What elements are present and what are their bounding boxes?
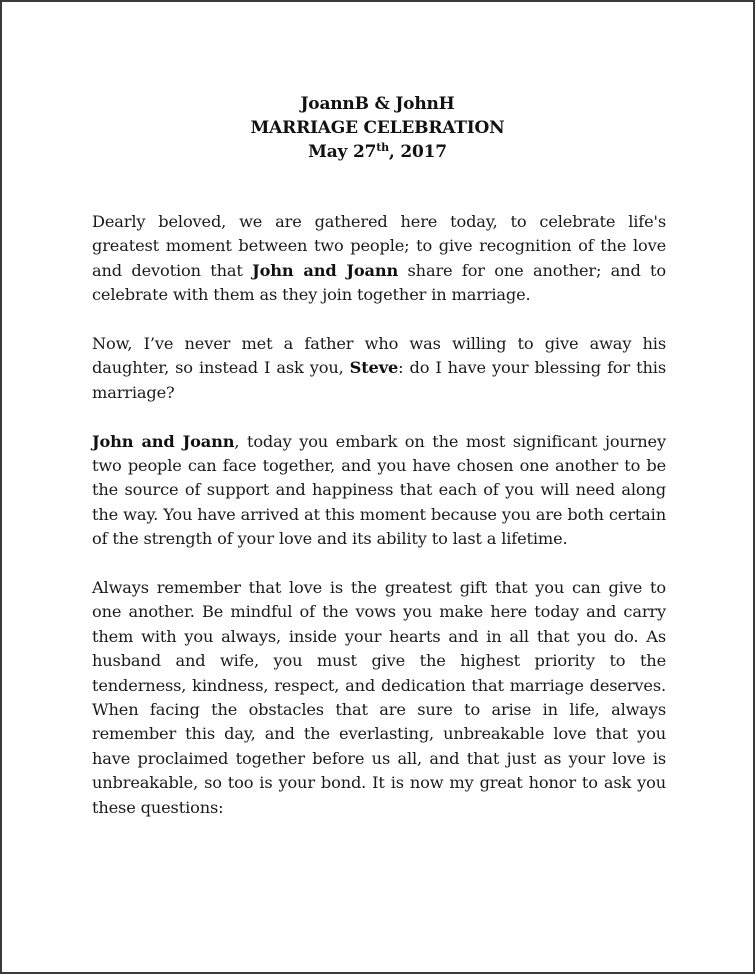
- paragraph-opening: [92, 210, 666, 308]
- document-header: [2, 92, 753, 164]
- ceremony-text: [92, 210, 666, 845]
- date-suffix: th: [376, 141, 389, 154]
- date-year: , 2017: [388, 142, 447, 162]
- couple-names: JoannB & JohnH: [300, 94, 455, 114]
- paragraph-text: Always remember that love is the greatest gift that you can give to one another. Be mindful of the vows you make here today and carry them with you always, inside your hearts and in all that you do. As husband and wife, you must give the highest priority to the tenderness, kindness, respect, and dedication that marriage deserves. When facing the obstacles that are sure to arise in life, always remember this day, and the everlasting, unbreakable love that you have proclaimed together before us all, and that just as your love is unbreakable, so too is your bond. It is now my great honor to ask you these questions:: [92, 578, 666, 817]
- paragraph-text: : do I have your blessing for this marriage?: [92, 358, 666, 402]
- paragraph-journey: [92, 430, 666, 552]
- event-date: [2, 140, 753, 164]
- paragraph-text: Dearly beloved, we are gathered here today, to celebrate life's greatest moment between two people; to give recognition of the love and devotion that: [92, 212, 666, 280]
- paragraph-love: [92, 576, 666, 820]
- couple-name-bold: John and Joann: [92, 431, 235, 451]
- father-name-bold: Steve: [349, 358, 399, 378]
- paragraph-blessing: [92, 332, 666, 405]
- paragraph-text: share for one another; and to celebrate with them as they join together in marriage.: [92, 260, 666, 305]
- paragraph-text: Now, I’ve never met a father who was willing to give away his daughter, so instead I ask you,: [92, 334, 666, 378]
- couple-name-bold: John and Joann: [252, 260, 399, 280]
- paragraph-text: , today you embark on the most significant journey two people can face together, and you have chosen one another to be the source of support and happiness that each of you will need along the way. You have arrived at this moment because you are both certain of the strength of your love and its ability to last a lifetime.: [92, 431, 666, 549]
- event-title: MARRIAGE CELEBRATION: [250, 118, 505, 138]
- date-month-day: May 27: [308, 142, 377, 162]
